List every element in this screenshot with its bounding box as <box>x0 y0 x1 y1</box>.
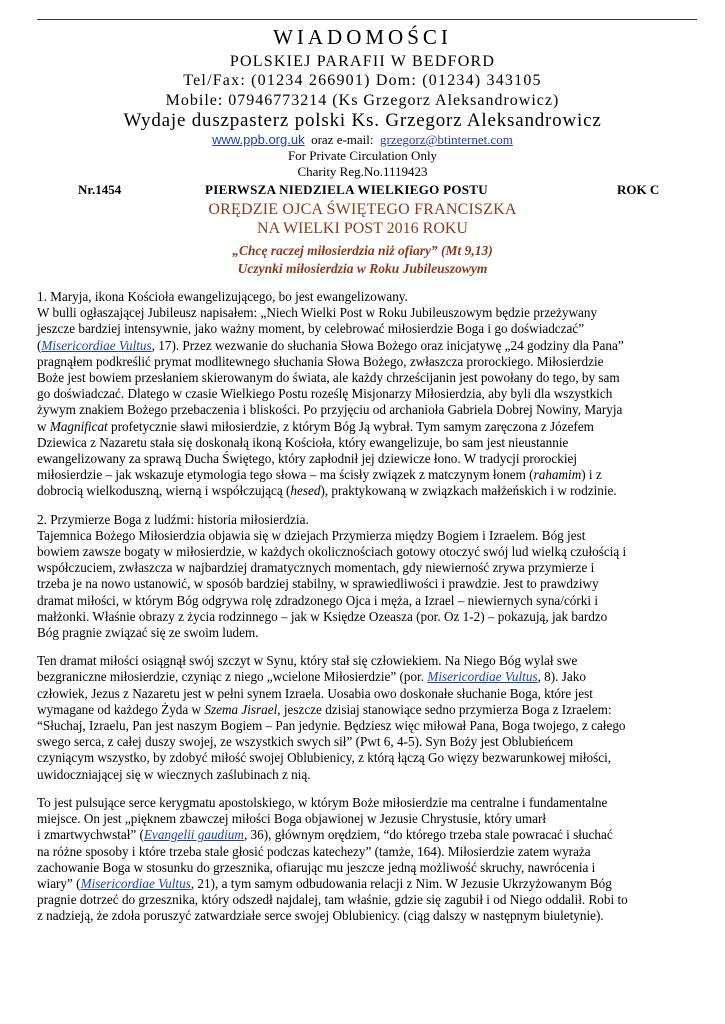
publisher-line: Wydaje duszpasterz polski Ks. Grzegorz Aleksandrowicz <box>123 110 602 131</box>
italic-term: hesed <box>290 483 321 499</box>
text-line: Bóg pragnie związać się ze swoim ludem. <box>37 625 259 641</box>
message-title-line1: ORĘDZIE OJCA ŚWIĘTEGO FRANCISZKA <box>208 201 517 218</box>
italic-term: Szema Jisrael <box>204 701 278 717</box>
italic-term: rahamim <box>533 467 582 483</box>
motto-subtitle: Uczynki miłosierdzia w Roku Jubileuszowym <box>237 261 488 276</box>
text-line: go doświadczać. Dlatego w czasie Wielkiego Postu roześlę Misjonarzy Miłosierdzia, aby byli dla wszystkich <box>37 386 613 402</box>
text-line: Ten dramat miłości osiągnął swój szczyt w Synu, który stał się człowiekiem. Na Niego Bóg wylał swe <box>37 653 578 669</box>
text-line: swego serca, z całej duszy swojej, ze wszystkich swych sił” (Pwt 6, 4-5). Syn Boży jest Oblubieńcem <box>37 734 574 750</box>
text-line: jeszcze bardziej intensywnie, jako ważny moment, by celebrować miłosierdzie Boga i go doświadczać” <box>37 321 585 337</box>
mobile-line: Mobile: 07946773214 (Ks Grzegorz Aleksandrowicz) <box>165 92 560 109</box>
text-line: To jest pulsujące serce kerygmatu apostolskiego, w którym Boże miłosierdzie ma centralne i fundamentalne <box>37 794 608 810</box>
text-line: (Misericordiae Vultus, 17). Przez wezwanie do słuchania Słowa Bożego oraz inicjatywę „24 godziny dla Pana” <box>37 337 624 353</box>
contact-line <box>0 132 725 147</box>
text-line: Dziewica z Nazaretu stała się doskonałą ikoną Kościoła, który ewangelizuje, bo sam jest nieustannie <box>37 434 569 450</box>
text-line: 1. Maryja, ikona Kościoła ewangelizującego, bo jest ewangelizowany. <box>37 289 408 304</box>
website-link[interactable]: www.ppb.org.uk <box>212 132 305 147</box>
text-line: zachowanie Boga w stosunku do grzesznika, ofiarując mu jeszcze jedną możliwość skruchy, nawrócenia i <box>37 859 596 875</box>
paragraph-1 <box>37 289 697 500</box>
text-line: wiary” (Misericordiae Vultus, 21), a tym samym odbudowania relacji z Nim. W Jezusie Ukrzyżowanym Bóg <box>37 875 612 891</box>
text-line: 2. Przymierze Boga z ludźmi: historia miłosierdzia. <box>37 511 309 527</box>
email-link[interactable]: grzegorz@btinternet.com <box>380 132 513 147</box>
text-line: wymagane od każdego Żyda w Szema Jisrael, jeszcze dzisiaj stanowiące sedno przymierza Boga z Izraelem: <box>37 701 612 717</box>
text-line: bezgraniczne miłosierdzie, czyniąc z niego „wcielone Miłosierdzie” (por. Misericordiae Vultus, 8). Jako <box>37 669 586 685</box>
message-title-line2: NA WIELKI POST 2016 ROKU <box>257 220 468 237</box>
parish-name: POLSKIEJ PARAFII W BEDFORD <box>229 53 496 70</box>
text-line: na różne sposoby i które trzeba stale głosić podczas katechezy” (tamże, 164). Miłosierdzie zatem wyraża <box>37 843 591 859</box>
text-line: żywym znakiem Bożego przebaczenia i bliskości. Po przyjęciu od archanioła Gabriela Dobrej Nowiny, Maryja <box>37 402 623 418</box>
issue-number: Nr.1454 <box>78 182 122 197</box>
text-line: Tajemnica Bożego Miłosierdzia objawia się w dziejach Przymierza między Bogiem i Izraelem. Bóg jest <box>37 527 586 543</box>
citation-link[interactable]: Misericordiae Vultus <box>427 669 538 685</box>
text-line: ewangelizowany za sprawą Ducha Świętego, który zapłodnił jej dziewicze łono. W tradycji prorockiej <box>37 451 578 467</box>
text-line: pragnie dotrzeć do grzesznika, który odszedł najdalej, tam właśnie, gdzie się zagubił i od Niego oddalił. Robi to <box>37 892 628 908</box>
motto-quote: „Chcę raczej miłosierdzia niż ofiary” (Mt 9,13) <box>232 243 493 258</box>
text-line: “Słuchaj, Izraelu, Pan jest naszym Bogiem – Pan jedynie. Będziesz więc miłował Pana, Boga twojego, z całego <box>37 718 626 734</box>
italic-term: Magnificat <box>49 418 108 434</box>
citation-link[interactable]: Misericordiae Vultus <box>41 337 152 353</box>
charity-number: Charity Reg.No.1119423 <box>297 164 428 179</box>
text-line: współczuciem, zwłaszcza w najbardziej dramatycznych momentach, gdy niewierność zrywa przymierze i <box>37 560 595 576</box>
text-line: dobrocią wielkoduszną, wierną i współczującą (hesed), praktykowaną w związkach małżeńskich i w rodzinie. <box>37 483 617 499</box>
email-label: oraz e-mail: <box>311 132 374 147</box>
text-line: i zmartwychwstał” (Evangelii gaudium, 36), głównym orędziem, “do którego trzeba stale powracać i słuchać <box>37 827 613 843</box>
text-line: W bulli ogłaszającej Jubileusz napisałem: „Niech Wielki Post w Roku Jubileuszowym będzie przeżywany <box>37 305 598 321</box>
paragraph-4 <box>37 795 697 925</box>
liturgical-year: ROK C <box>617 182 660 197</box>
phone-line: Tel/Fax: (01234 266901) Dom: (01234) 343105 <box>183 72 542 89</box>
text-line: małżonki. Właśnie obrazy z życia rodzinnego – jak w Księdze Ozeasza (por. Oz 1-2) – pokazują, jak bardzo <box>37 608 608 624</box>
article-body <box>37 289 697 937</box>
text-line: miejsce. On jest „pięknem zbawczej miłości Boga objawionej w Jezusie Chrystusie, który umarł <box>37 811 547 827</box>
citation-link[interactable]: Evangelii gaudium <box>143 827 244 843</box>
text-line: trzeba je na nowo ustanowić, w sposób bardziej stabilny, w sprawiedliwości i prawdzie. Jest to prawdziwy <box>37 576 599 592</box>
paragraph-3 <box>37 653 697 783</box>
top-rule <box>37 19 697 20</box>
text-line: czyniącym wszystko, by zdobyć miłość swojej Oblubienicy, z którą łączą Go więzy bezwarunkowej miłości, <box>37 750 612 766</box>
liturgical-sunday: PIERWSZA NIEDZIELA WIELKIEGO POSTU <box>205 182 488 197</box>
text-line: z nadzieją, że zdoła poruszyć zatwardziałe serce swojej Oblubienicy. (ciąg dalszy w następnym biuletynie). <box>37 908 604 924</box>
text-line: pragnąłem podkreślić prymat modlitewnego słuchania Słowa Bożego, zwłaszcza prorockiego. Miłosierdzie <box>37 353 604 369</box>
paragraph-2 <box>37 512 697 642</box>
private-circulation: For Private Circulation Only <box>287 148 438 163</box>
citation-link[interactable]: Misericordiae Vultus <box>80 875 191 891</box>
text-line: Boże jest bowiem przesłaniem skierowanym do świata, ale każdy chrześcijanin jest powołany do tego, by sam <box>37 370 620 386</box>
text-line: dramat miłości, w którym Bóg odgrywa rolę zdradzonego Ojca i męża, a Izrael – niewiernych syna/córki i <box>37 592 599 608</box>
newsletter-title: WIADOMOŚCI <box>273 25 452 49</box>
text-line: bowiem zawsze bogaty w miłosierdzie, w każdych okolicznościach gotowy otoczyć swój lud wielką czułością i <box>37 544 627 560</box>
text-line: człowiek, Jezus z Nazaretu jest w pełni synem Izraela. Uosabia owo doskonałe słuchanie Boga, które jest <box>37 685 593 701</box>
text-line: w Magnificat profetycznie sławi miłosierdzie, z którym Bóg Ją wybrał. Tym samym zaręczona z Józefem <box>37 418 594 434</box>
text-line: uwidoczniającej się w wiecznych zaślubinach z nią. <box>37 766 311 782</box>
text-line: miłosierdzie – jak wskazuje etymologia tego słowa – ma ścisły związek z matczynym łonem (rahamim) i z <box>37 467 602 483</box>
